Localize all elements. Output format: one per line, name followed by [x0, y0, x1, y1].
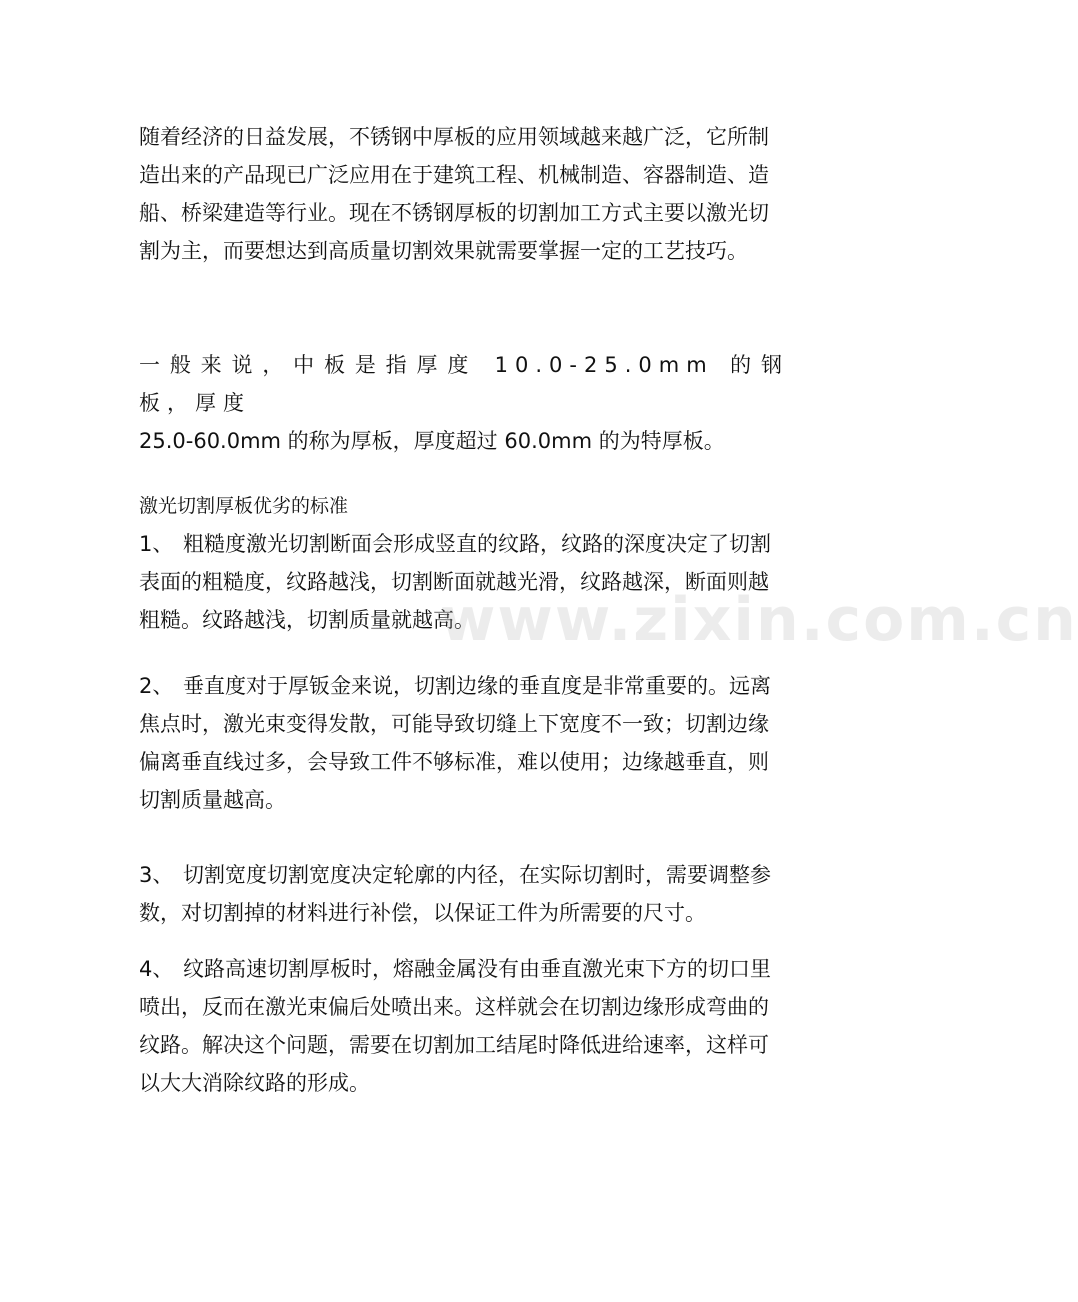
definition-line-2: 25.0-60.0mm 的称为厚板，厚度超过 60.0mm 的为特厚板。 [139, 429, 725, 453]
list-item-text: 切割宽度切割宽度决定轮廓的内径，在实际切割时，需要调整参数，对切割掉的材料进行补偿，以保证工件为所需要的尺寸。 [139, 863, 771, 925]
list-item [139, 667, 789, 856]
document-body [139, 118, 789, 1139]
list-item [139, 856, 789, 950]
list-item-number: 3、 [139, 863, 174, 887]
watermark-text: www.zixin.com.cn [440, 585, 1078, 655]
list-item-text: 粗糙度激光切割断面会形成竖直的纹路，纹路的深度决定了切割表面的粗糙度，纹路越浅，切割断面就越光滑，纹路越深，断面则越粗糙。纹路越浅，切割质量就越高。 [139, 532, 771, 632]
list-item-number: 4、 [139, 957, 174, 981]
list-item-text: 垂直度对于厚钣金来说，切割边缘的垂直度是非常重要的。远离焦点时，激光束变得发散，可能导致切缝上下宽度不一致；切割边缘偏离垂直线过多，会导致工件不够标准，难以使用；边缘越垂直，则切割质量越高。 [139, 674, 771, 812]
list-item-number: 1、 [139, 532, 174, 556]
list-item [139, 950, 789, 1139]
definition-paragraph [139, 346, 789, 453]
definition-line-1: 一般来说，中板是指厚度 10.0-25.0mm 的钢板，厚度 [139, 353, 789, 415]
intro-paragraph: 随着经济的日益发展，不锈钢中厚板的应用领域越来越广泛，它所制造出来的产品现已广泛应用在于建筑工程、机械制造、容器制造、造船、桥梁建造等行业。现在不锈钢厚板的切割加工方式主要以激光切割为主，而要想达到高质量切割效果就需要掌握一定的工艺技巧。 [139, 125, 769, 263]
list-item-text: 纹路高速切割厚板时，熔融金属没有由垂直激光束下方的切口里喷出，反而在激光束偏后处喷出来。这样就会在切割边缘形成弯曲的纹路。解决这个问题，需要在切割加工结尾时降低进给速率，这样可以大大消除纹路的形成。 [139, 957, 771, 1095]
list-item-number: 2、 [139, 674, 174, 698]
list-item [139, 525, 789, 667]
section-heading: 激光切割厚板优劣的标准 [139, 495, 349, 517]
